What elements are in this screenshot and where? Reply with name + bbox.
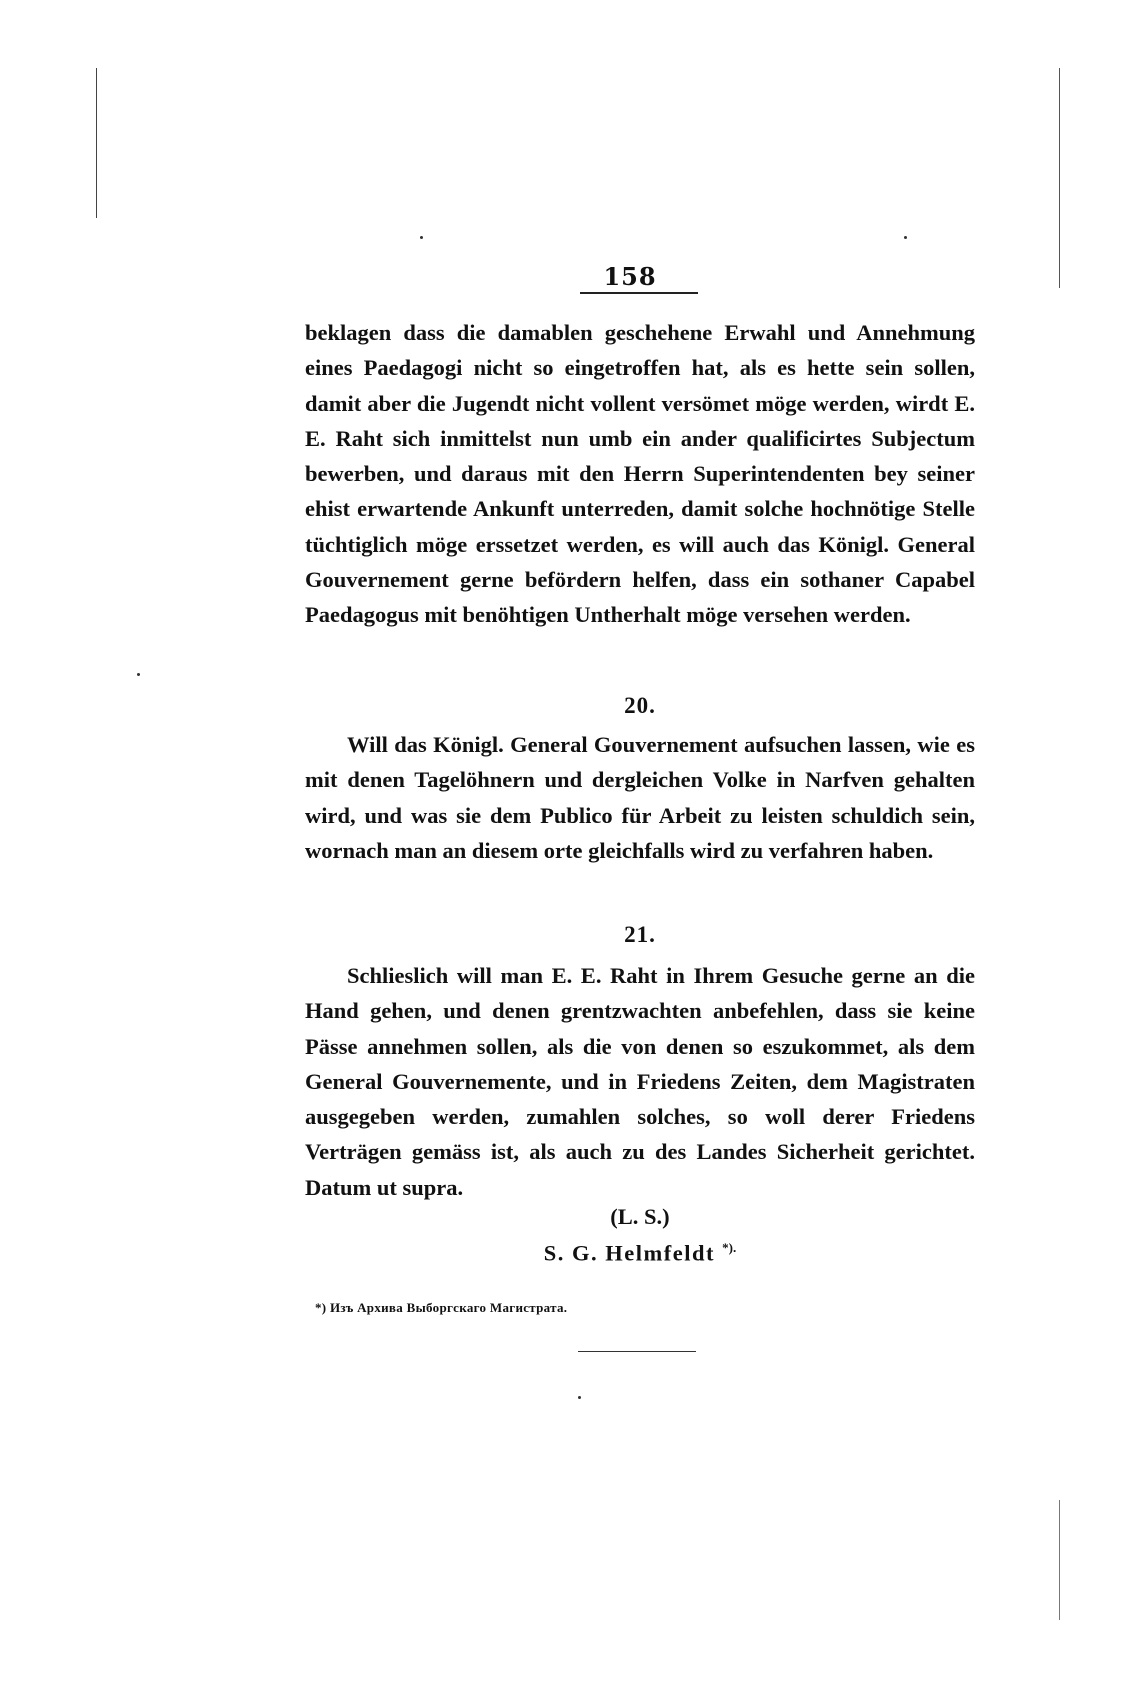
paragraph-1: beklagen dass die damablen geschehene Erwahl und Annehmung eines Paedagogi nicht so eingetroffen hat, als es hette sein sollen, damit aber die Jugendt nicht vollent versömet möge werden, wirdt E. E. Raht sich inmittelst nun umb ein ander qualificirtes Subjectum bewerben, und daraus mit den Herrn Superintendenten bey seiner ehist erwartende Ankunft unterreden, damit solche hochnötige Stelle tüchtiglich möge erssetzet werden, es will auch das Königl. General Gouvernement gerne befördern helfen, dass ein sothaner Capabel Paedagogus mit benöhtigen Untherhalt möge versehen werden. (305, 320, 975, 628)
page-number: 158 (603, 262, 657, 291)
scan-speck (137, 673, 140, 676)
signature-line (305, 1240, 975, 1267)
scan-edge-left (96, 68, 97, 218)
section-20-heading: 20. (624, 693, 656, 718)
end-rule (578, 1351, 696, 1352)
page-number-rule (580, 292, 698, 294)
section-20-text: Will das Königl. General Gouvernement aufsuchen lassen, wie es mit denen Tagelöhnern und dergleichen Volke in Narfven gehalten wird, und was sie dem Publico für Arbeit zu leisten schuldich sein, wornach man an diesem orte gleichfalls wird zu verfahren haben. (305, 732, 975, 863)
footnote: *) Изъ Архива Выборгскаго Магистрата. (315, 1300, 568, 1315)
section-21-text: Schlieslich will man E. E. Raht in Ihrem Gesuche gerne an die Hand gehen, und denen grentzwachten anbefehlen, dass sie keine Pässe annehmen sollen, als die von denen so eszukommet, als dem General Gouvernemente, und in Friedens Zeiten, dem Magistraten ausgegeben werden, zumahlen solches, so woll derer Friedens Verträgen gemäss ist, als auch zu des Landes Sicherheit gerichtet. Datum ut supra. (305, 963, 975, 1200)
signature-name: S. G. Helmfeldt (543, 1240, 715, 1266)
section-21-heading: 21. (624, 922, 656, 947)
footnote-marker: *). (722, 1240, 737, 1255)
scan-speck (420, 236, 423, 239)
seal-mark: (L. S.) (610, 1204, 670, 1229)
scan-speck (578, 1396, 581, 1399)
scan-edge-right (1059, 68, 1060, 288)
scan-edge-right-lower (1059, 1500, 1060, 1620)
scan-speck (904, 236, 907, 239)
